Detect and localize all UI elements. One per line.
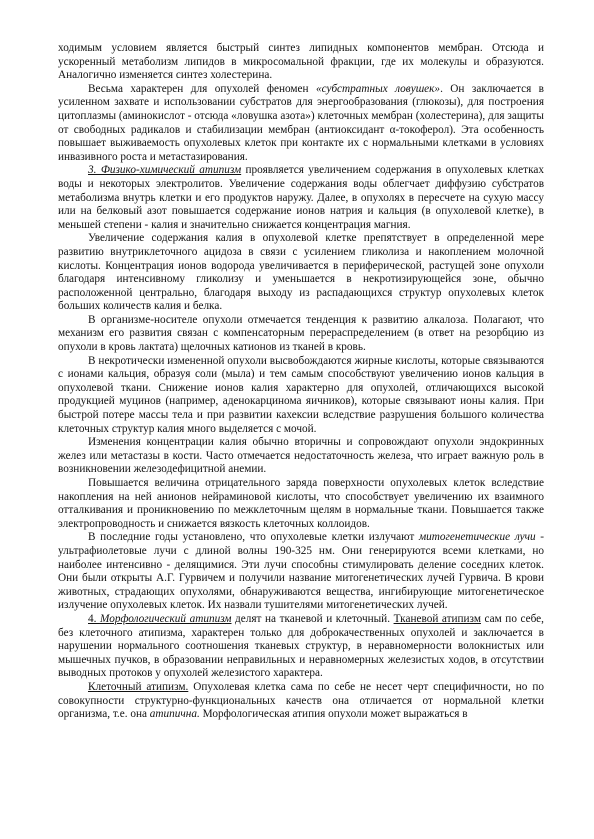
paragraph-10 [58, 613, 544, 681]
italic-term: митогенетические лучи [418, 531, 536, 544]
italic-term: атипична. [149, 708, 200, 721]
text-span: Морфологическая атипия опухоли может выражаться в [199, 708, 468, 721]
paragraph-2 [58, 83, 544, 165]
section-heading-3: 3. Физико-химический атипизм [88, 164, 242, 177]
underlined-term: Тканевой атипизм [393, 612, 481, 625]
paragraph-3 [58, 164, 544, 232]
text-span: . Он заключается в усиленном захвате и использовании субстратов для энергообразования (глюкозы), для построения цитоплазмы (аминокислот - отсюда «ловушка азота») клеточных мембран (холестерина), для защиты от свободных радикалов и стабилизации мембран (антиоксидант α-токоферол). Эта особенность повышает выживаемость опухолевых клеток при контакте их с нормальными клетками в условиях инвазивного роста и метастазирования. [58, 82, 544, 163]
section-heading-4: Морфологический атипизм [99, 612, 232, 625]
paragraph-1: ходимым условием является быстрый синтез липидных компонентов мембран. Отсюда и ускоренный метаболизм липидов в микросомальной фракции, где их молекулы и образуются. Аналогично изменяется синтез холестерина. [58, 42, 544, 82]
underlined-term: Клеточный атипизм. [88, 680, 189, 693]
paragraph-8: Повышается величина отрицательного заряда поверхности опухолевых клеток вследствие накопления на ней анионов нейраминовой кислоты, что способствует увеличению их взаимного отталкивания и проникновению по межклеточным щелям в нормальные ткани. Повышается также электропроводность и снижается вязкость клеточных коллоидов. [58, 477, 544, 530]
text-span: В последние годы установлено, что опухолевые клетки излучают [88, 531, 419, 544]
text-span: Весьма характерен для опухолей феномен [88, 82, 316, 95]
text-span: делят на тканевой и клеточный. [231, 612, 394, 625]
paragraph-5: В организме-носителе опухоли отмечается тенденция к развитию алкалоза. Полагают, что механизм его развития связан с компенсаторным перераспределением (в ответ на резорбцию из опухоли в кровь лактата) щелочных катионов из тканей в кровь. [58, 313, 544, 354]
document-page [58, 42, 544, 722]
paragraph-6: В некротически измененной опухоли высвобождаются жирные кислоты, которые связываются с ионами кальция, образуя соли (мыла) и тем самым способствуют увеличению ионов кальция в опухолевой ткани. Снижение ионов калия характерно для опухолей, отличающихся высокой продукцией муцинов (например, аденокарцинома яичников), которые связывают ионы калия. При быстрой потере массы тела и при развитии кахексии вследствие разрушения большого количества клеточных структур калия много выделяется с мочой. [58, 354, 544, 435]
paragraph-11 [58, 681, 544, 722]
text-span: проявляется увеличением содержания в опухолевых клетках воды и некоторых электролитов. Увеличение содержания воды облегчает диффузию субстратов метаболизма внутрь клетки и его продуктов наружу. Далее, в опухолях в пересчете на сухую массу или на белковый азот повышается содержание ионов натрия и кальция (в опухолевой клетке), в меньшей степени - калия и значительно снижается концентрация магния. [58, 164, 544, 231]
paragraph-4: Увеличение содержания калия в опухолевой клетке препятствует в определенной мере развитию внутриклеточного ацидоза в связи с усилением гликолиза и накоплением молочной кислоты. Концентрация ионов водорода увеличивается в периферической, растущей зоне опухоли благодаря интенсивному гликолизу и уменьшается в некротизирующейся зоне, обычно расположенной центрально, благодаря выходу из распадающихся структур опухолевых клеток больших количеств калия и белка. [58, 232, 544, 313]
paragraph-9 [58, 531, 544, 613]
text-span: 4. [88, 612, 100, 625]
text-span: сам по себе, без клеточного атипизма, характерен только для доброкачественных опухолей и заключается в нарушении нормального соотношения тканевых структур, в неравномерности волокнистых или мышечных пучков, в образовании неправильных и неравномерных железистых ходов, в отсутствии выводных протоков у опухолей железистого характера. [58, 612, 544, 680]
text-span: - ультрафиолетовые лучи с длиной волны 190-325 нм. Они генерируются всеми клетками, но наиболее интенсивно - делящимися. Эти лучи способны стимулировать деление соседних клеток. Они были открыты А.Г. Гурвичем и получили название митогенетических лучей Гурвича. В крови животных, страдающих опухолями, обнаруживаются вещества, ингибирующие митогенетическое излучение опухолевых клеток. Их назвали тушителями митогенетических лучей. [58, 531, 544, 612]
paragraph-7: Изменения концентрации калия обычно вторичны и сопровождают опухоли эндокринных желез или метастазы в кости. Часто отмечается недостаточность железа, что играет важную роль в возникновении железодефицитной анемии. [58, 436, 544, 476]
text-span: Опухолевая клетка сама по себе не несет черт специфичности, но по совокупности структурно-функциональных качеств она отличается от нормальной клетки организма, т.е. она [58, 680, 544, 721]
italic-term: «субстратных ловушек» [315, 82, 441, 95]
